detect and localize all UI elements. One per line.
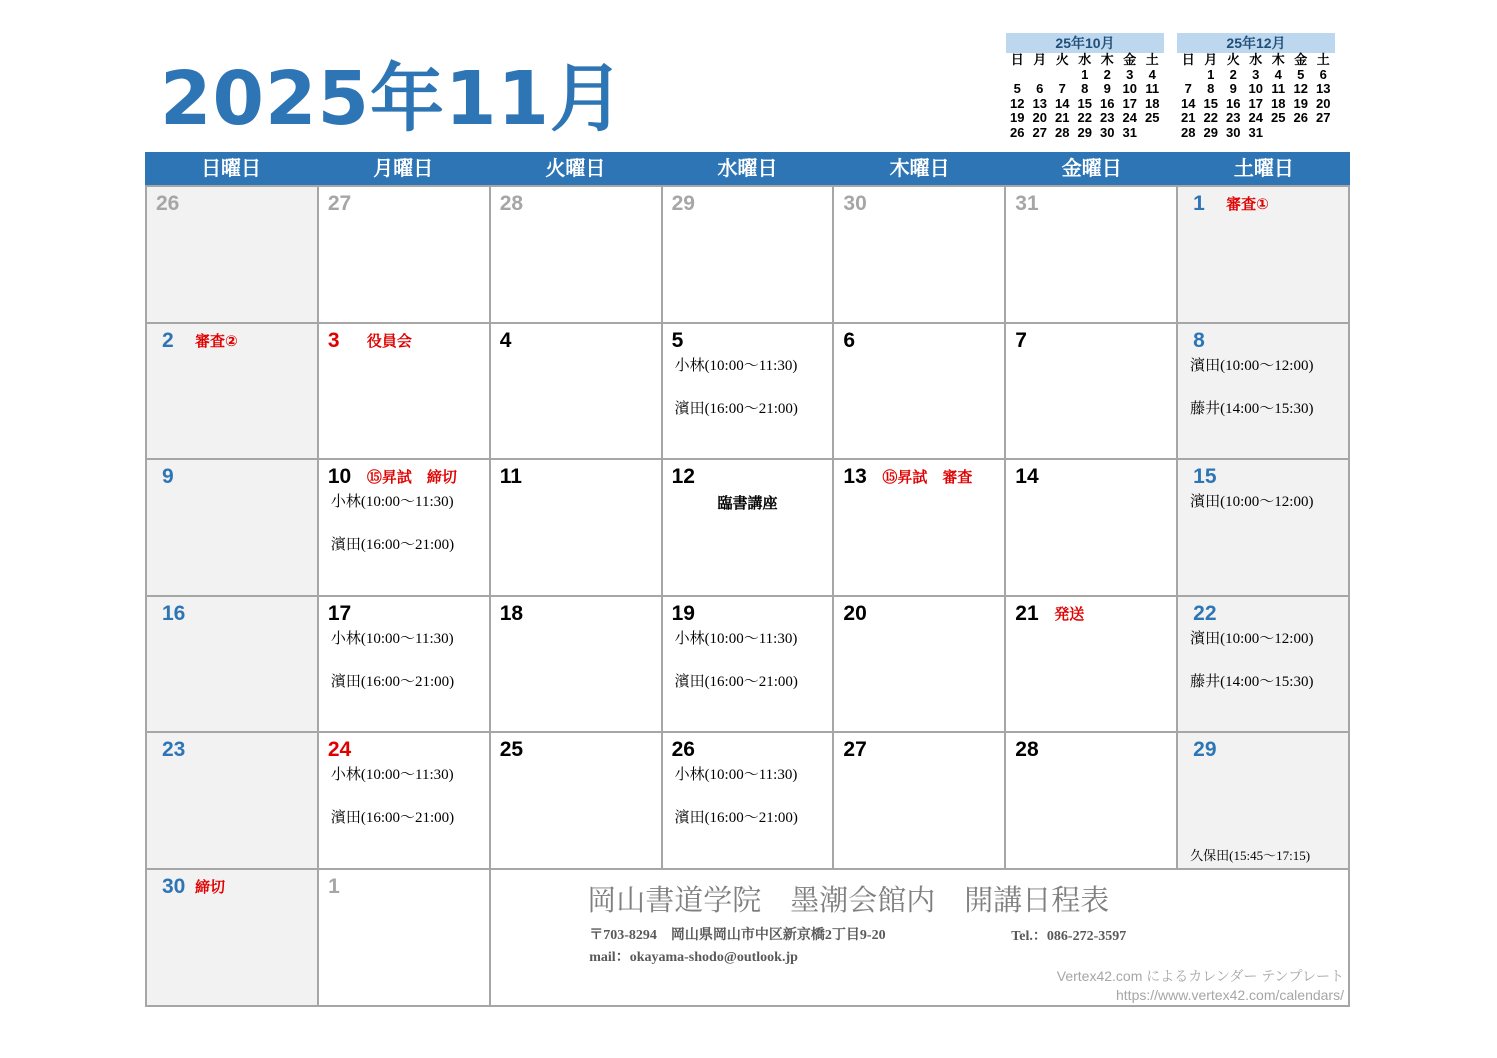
- event-entry: 藤井(14:00～15:30): [1190, 400, 1314, 417]
- week-row: [147, 597, 1350, 734]
- day-tag: 締切: [195, 877, 226, 896]
- template-link[interactable]: https://www.vertex42.com/calendars/: [1116, 986, 1344, 1003]
- mini-day: 14: [1181, 95, 1196, 111]
- mini-weekday: 火: [1226, 52, 1240, 67]
- mini-day: 5: [1297, 66, 1305, 82]
- mini-day: 3: [1126, 66, 1134, 82]
- day-number: 27: [327, 192, 352, 215]
- mini-calendar-grid: [1006, 53, 1164, 140]
- day-number: 27: [843, 738, 867, 761]
- mini-day: [1267, 126, 1290, 141]
- mini-weekday: 金: [1123, 52, 1137, 67]
- day-cell[interactable]: [491, 733, 663, 870]
- day-number: 3: [327, 328, 340, 352]
- event-entry: 濱田(10:00～12:00): [1190, 494, 1314, 510]
- mini-day: [1029, 68, 1052, 83]
- day-cell[interactable]: [147, 324, 319, 461]
- day-cell[interactable]: [1006, 733, 1178, 870]
- event-entry: 小林(10:00～11:30): [330, 767, 454, 783]
- mini-day: 27: [1032, 124, 1047, 140]
- day-cell[interactable]: [834, 187, 1006, 324]
- mini-day: 18: [1145, 95, 1160, 111]
- mini-day: 11: [1145, 81, 1160, 96]
- day-cell[interactable]: [834, 597, 1006, 734]
- day-cell[interactable]: [491, 597, 663, 734]
- mini-day: 3: [1252, 66, 1260, 82]
- day-number: 15: [1193, 465, 1217, 488]
- day-cell[interactable]: [147, 870, 319, 1007]
- mini-weekday: 火: [1055, 52, 1069, 67]
- mini-weekday: 月: [1204, 52, 1218, 67]
- day-number: 18: [499, 601, 524, 625]
- day-number: 5: [671, 328, 684, 352]
- event-entry: 濱田(16:00～21:00): [330, 810, 455, 826]
- mini-day: 1: [1207, 66, 1215, 82]
- day-number: 1: [1193, 192, 1205, 215]
- event-entry: 小林(10:00～11:30): [674, 630, 798, 647]
- day-number: 31: [1015, 192, 1039, 215]
- mini-day: 24: [1122, 110, 1137, 125]
- mini-day: 16: [1100, 95, 1115, 111]
- day-tag: 審査②: [195, 331, 238, 350]
- mini-day: 12: [1293, 81, 1308, 96]
- day-number: 20: [843, 601, 867, 625]
- day-number: 10: [327, 465, 352, 488]
- event-entry: 濱田(16:00～21:00): [674, 673, 798, 690]
- mini-day: 28: [1181, 124, 1196, 140]
- day-cell[interactable]: [834, 733, 1006, 870]
- day-cell[interactable]: [319, 597, 491, 734]
- mini-day: 2: [1229, 66, 1237, 82]
- day-number: 1: [328, 874, 340, 898]
- day-number: 28: [499, 192, 524, 215]
- school-title: 岡山書道学院 墨潮会館内 開講日程表: [587, 884, 1110, 917]
- day-tag: ⑮昇試 審査: [882, 468, 973, 486]
- mini-calendar-grid: [1177, 53, 1335, 140]
- mini-day: [1141, 126, 1164, 141]
- mini-day: 10: [1248, 81, 1263, 96]
- day-cell[interactable]: [663, 597, 835, 734]
- weekday-label: 月曜日: [373, 156, 434, 180]
- day-number: 30: [843, 192, 867, 215]
- event-entry: 濱田(10:00～12:00): [1190, 630, 1314, 647]
- mini-calendar-header: 25年10月: [1006, 33, 1164, 53]
- mini-day: [1051, 68, 1074, 83]
- day-cell[interactable]: [491, 187, 663, 324]
- mini-day: 1: [1081, 66, 1089, 82]
- mini-weekday: 土: [1145, 52, 1159, 67]
- mini-day: 10: [1122, 81, 1137, 96]
- mini-weekday: 日: [1010, 52, 1024, 67]
- day-number: 25: [499, 738, 524, 761]
- day-number: 22: [1193, 601, 1217, 625]
- day-number: 16: [162, 601, 186, 625]
- weekday-label: 木曜日: [889, 156, 950, 180]
- mini-day: 9: [1103, 81, 1111, 96]
- day-cell[interactable]: [834, 460, 1006, 597]
- month-calendar: [145, 152, 1350, 1007]
- mini-day: 30: [1226, 124, 1241, 140]
- day-number: 7: [1015, 328, 1027, 352]
- mini-day: 20: [1032, 110, 1047, 125]
- mini-calendar-prev: [1006, 33, 1164, 140]
- mini-day: 26: [1010, 124, 1025, 140]
- mini-weekday: 金: [1294, 52, 1308, 67]
- day-cell[interactable]: [319, 187, 491, 324]
- mini-day: 31: [1248, 124, 1263, 140]
- day-cell[interactable]: [147, 733, 319, 870]
- mini-day: 20: [1316, 95, 1331, 111]
- day-number: 29: [1193, 738, 1217, 761]
- mini-day: [1312, 126, 1335, 141]
- event-entry: 小林(10:00～11:30): [330, 494, 454, 510]
- mini-day: 2: [1103, 66, 1111, 82]
- mini-day: 21: [1181, 110, 1196, 125]
- week-row: [147, 733, 1350, 870]
- event-entry: 小林(10:00～11:30): [330, 630, 454, 647]
- day-cell[interactable]: [663, 733, 835, 870]
- mini-day: 7: [1058, 81, 1066, 96]
- mini-day: 11: [1271, 81, 1286, 96]
- mini-day: 25: [1271, 110, 1286, 125]
- mini-calendar-next: [1177, 33, 1335, 140]
- day-tag: 審査①: [1226, 195, 1269, 213]
- event-entry: 濱田(16:00～21:00): [674, 810, 798, 826]
- mini-day: 26: [1293, 110, 1308, 125]
- day-number: 24: [327, 738, 352, 761]
- mini-day: [1006, 68, 1029, 83]
- day-number: 26: [671, 738, 695, 761]
- mini-day: 4: [1148, 66, 1156, 82]
- day-number: 8: [1193, 328, 1205, 352]
- weekday-label: 日曜日: [201, 156, 262, 180]
- mini-day: 8: [1081, 81, 1089, 96]
- mini-day: 23: [1100, 110, 1115, 125]
- mini-day: 18: [1271, 95, 1286, 111]
- mini-day: 17: [1248, 95, 1263, 111]
- event-entry: 小林(10:00～11:30): [674, 357, 798, 374]
- day-cell[interactable]: [1006, 324, 1178, 461]
- event-entry: 濱田(16:00～21:00): [330, 537, 455, 553]
- day-number: 4: [499, 328, 512, 352]
- day-number: 28: [1015, 738, 1039, 761]
- mini-weekday: 水: [1078, 52, 1092, 67]
- day-number: 19: [671, 601, 695, 625]
- day-cell[interactable]: [663, 187, 835, 324]
- mini-weekday: 木: [1271, 52, 1285, 67]
- weekday-header: [145, 152, 1350, 185]
- day-cell[interactable]: [663, 324, 835, 461]
- week-row: [147, 870, 1350, 1007]
- mini-weekday: 木: [1100, 52, 1114, 67]
- day-cell[interactable]: [1178, 460, 1350, 597]
- day-cell[interactable]: [1178, 733, 1350, 870]
- day-number: 14: [1015, 465, 1039, 488]
- day-cell[interactable]: [147, 187, 319, 324]
- mini-day: 15: [1203, 95, 1218, 111]
- day-cell[interactable]: [1178, 597, 1350, 734]
- mini-day: 4: [1274, 66, 1282, 82]
- day-tag: ⑮昇試 締切: [366, 468, 457, 486]
- day-number: 9: [162, 465, 174, 488]
- day-number: 30: [162, 874, 186, 898]
- day-cell[interactable]: [491, 324, 663, 461]
- day-cell[interactable]: [147, 460, 319, 597]
- day-cell[interactable]: [1178, 187, 1350, 324]
- event-entry: 小林(10:00～11:30): [674, 767, 798, 783]
- day-number: 17: [327, 601, 352, 625]
- day-number: 6: [843, 328, 856, 352]
- mini-day: 14: [1055, 95, 1070, 111]
- mini-day: 13: [1032, 95, 1047, 111]
- mini-day: [1177, 68, 1200, 83]
- weekday-label: 土曜日: [1233, 156, 1294, 180]
- mini-day: 25: [1145, 110, 1160, 125]
- day-number: 26: [156, 192, 180, 215]
- day-cell[interactable]: [834, 324, 1006, 461]
- weekday-label: 金曜日: [1061, 156, 1122, 180]
- day-cell[interactable]: [1006, 187, 1178, 324]
- day-cell[interactable]: [1006, 460, 1178, 597]
- event-entry: 濱田(10:00～12:00): [1190, 357, 1314, 374]
- day-cell[interactable]: [319, 870, 491, 1007]
- day-cell[interactable]: [1178, 324, 1350, 461]
- mini-day: 17: [1122, 95, 1137, 111]
- day-number: 21: [1015, 601, 1039, 625]
- calendar-weeks: [145, 185, 1350, 1007]
- mini-day: [1290, 126, 1313, 141]
- event-entry: 臨書講座: [717, 496, 778, 512]
- mini-day: 13: [1316, 81, 1331, 96]
- day-cell[interactable]: [491, 460, 663, 597]
- weekday-label: 水曜日: [717, 156, 778, 180]
- mini-day: 31: [1122, 124, 1137, 140]
- mini-day: 6: [1319, 66, 1327, 82]
- day-number: 12: [671, 465, 695, 488]
- day-number: 11: [499, 465, 522, 488]
- mini-day: 29: [1203, 124, 1218, 140]
- page-title: 2025年11月: [160, 56, 625, 142]
- address: 〒703-8294 岡山県岡山市中区新京橋2丁目9-20: [589, 927, 886, 943]
- event-entry: 藤井(14:00～15:30): [1190, 673, 1314, 690]
- event-entry: 濱田(16:00～21:00): [330, 673, 455, 690]
- info-box: [491, 870, 1350, 1007]
- event-entry: 久保田(15:45～17:15): [1190, 847, 1311, 863]
- email: mail：okayama-shodo@outlook.jp: [589, 949, 798, 965]
- mini-day: 22: [1203, 110, 1218, 125]
- mini-day: 9: [1229, 81, 1237, 96]
- day-tag: 発送: [1054, 604, 1085, 623]
- day-number: 23: [162, 738, 186, 761]
- mini-day: 22: [1077, 110, 1092, 125]
- mini-weekday: 水: [1249, 52, 1263, 67]
- week-row: [147, 324, 1350, 461]
- mini-day: 8: [1207, 81, 1215, 96]
- mini-day: 21: [1055, 110, 1070, 125]
- week-row: [147, 460, 1350, 597]
- mini-day: 29: [1077, 124, 1092, 140]
- mini-day: 19: [1293, 95, 1308, 111]
- weekday-label: 火曜日: [545, 156, 606, 180]
- mini-day: 12: [1010, 95, 1025, 111]
- mini-day: 23: [1226, 110, 1241, 125]
- day-number: 29: [671, 192, 695, 215]
- mini-day: 28: [1055, 124, 1070, 140]
- mini-day: 30: [1100, 124, 1115, 140]
- mini-day: 7: [1184, 81, 1192, 96]
- mini-day: 24: [1248, 110, 1263, 125]
- mini-day: 5: [1013, 81, 1021, 96]
- mini-day: 27: [1316, 110, 1331, 125]
- mini-weekday: 月: [1033, 52, 1047, 67]
- day-tag: 役員会: [366, 331, 412, 350]
- event-entry: 濱田(16:00～21:00): [674, 400, 798, 417]
- day-cell[interactable]: [147, 597, 319, 734]
- day-cell[interactable]: [663, 460, 835, 597]
- day-cell[interactable]: [319, 460, 491, 597]
- mini-weekday: 日: [1181, 52, 1195, 67]
- mini-calendar-header: 25年12月: [1177, 33, 1335, 53]
- mini-day: 19: [1010, 110, 1025, 125]
- template-credit[interactable]: Vertex42.com によるカレンダー テンプレート: [1056, 967, 1344, 984]
- day-cell[interactable]: [319, 324, 491, 461]
- mini-weekday: 土: [1316, 52, 1330, 67]
- day-cell[interactable]: [319, 733, 491, 870]
- mini-day: 6: [1036, 81, 1044, 96]
- day-number: 13: [843, 465, 867, 488]
- day-number: 2: [162, 328, 174, 352]
- week-row: [147, 187, 1350, 324]
- phone: Tel.：086-272-3597: [1011, 928, 1127, 944]
- mini-day: 15: [1077, 95, 1092, 111]
- day-cell[interactable]: [1006, 597, 1178, 734]
- mini-day: 16: [1226, 95, 1241, 111]
